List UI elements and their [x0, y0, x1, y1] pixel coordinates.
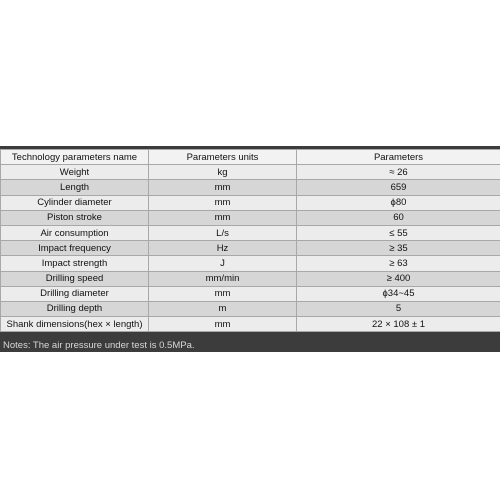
cell-name: Impact frequency [1, 241, 149, 256]
header-parameter-units: Parameters units [149, 150, 297, 165]
cell-value: ϕ80 [297, 195, 500, 210]
cell-name: Piston stroke [1, 210, 149, 225]
cell-name: Drilling speed [1, 271, 149, 286]
table-row [1, 195, 500, 210]
cell-unit: kg [149, 165, 297, 180]
cell-value: 60 [297, 210, 500, 225]
table-row [1, 317, 500, 332]
cell-name: Air consumption [1, 225, 149, 240]
cell-value: ϕ34~45 [297, 286, 500, 301]
cell-unit: mm [149, 195, 297, 210]
cell-unit: L/s [149, 225, 297, 240]
cell-value: ≥ 35 [297, 241, 500, 256]
table-row [1, 225, 500, 240]
table-row [1, 180, 500, 195]
parameters-panel [0, 146, 500, 352]
cell-name: Length [1, 180, 149, 195]
cell-value: 5 [297, 301, 500, 316]
cell-unit: m [149, 301, 297, 316]
cell-value: ≥ 400 [297, 271, 500, 286]
cell-name: Shank dimensions(hex × length) [1, 317, 149, 332]
cell-value: 22 × 108 ± 1 [297, 317, 500, 332]
cell-unit: mm/min [149, 271, 297, 286]
table-header-row [1, 150, 500, 165]
table-row [1, 210, 500, 225]
cell-value: ≥ 63 [297, 256, 500, 271]
table-row [1, 301, 500, 316]
cell-name: Weight [1, 165, 149, 180]
table-row [1, 271, 500, 286]
cell-unit: Hz [149, 241, 297, 256]
cell-name: Drilling diameter [1, 286, 149, 301]
table-row [1, 165, 500, 180]
header-parameters: Parameters [297, 150, 500, 165]
parameters-table [0, 149, 500, 332]
cell-name: Drilling depth [1, 301, 149, 316]
cell-unit: J [149, 256, 297, 271]
table-row [1, 286, 500, 301]
cell-unit: mm [149, 286, 297, 301]
cell-name: Cylinder diameter [1, 195, 149, 210]
table-row [1, 256, 500, 271]
cell-value: ≈ 26 [297, 165, 500, 180]
cell-unit: mm [149, 210, 297, 225]
cell-name: Impact strength [1, 256, 149, 271]
notes-text: Notes: The air pressure under test is 0.5MPa. [3, 340, 195, 351]
cell-value: ≤ 55 [297, 225, 500, 240]
cell-value: 659 [297, 180, 500, 195]
cell-unit: mm [149, 317, 297, 332]
table-row [1, 241, 500, 256]
cell-unit: mm [149, 180, 297, 195]
header-parameter-name: Technology parameters name [1, 150, 149, 165]
